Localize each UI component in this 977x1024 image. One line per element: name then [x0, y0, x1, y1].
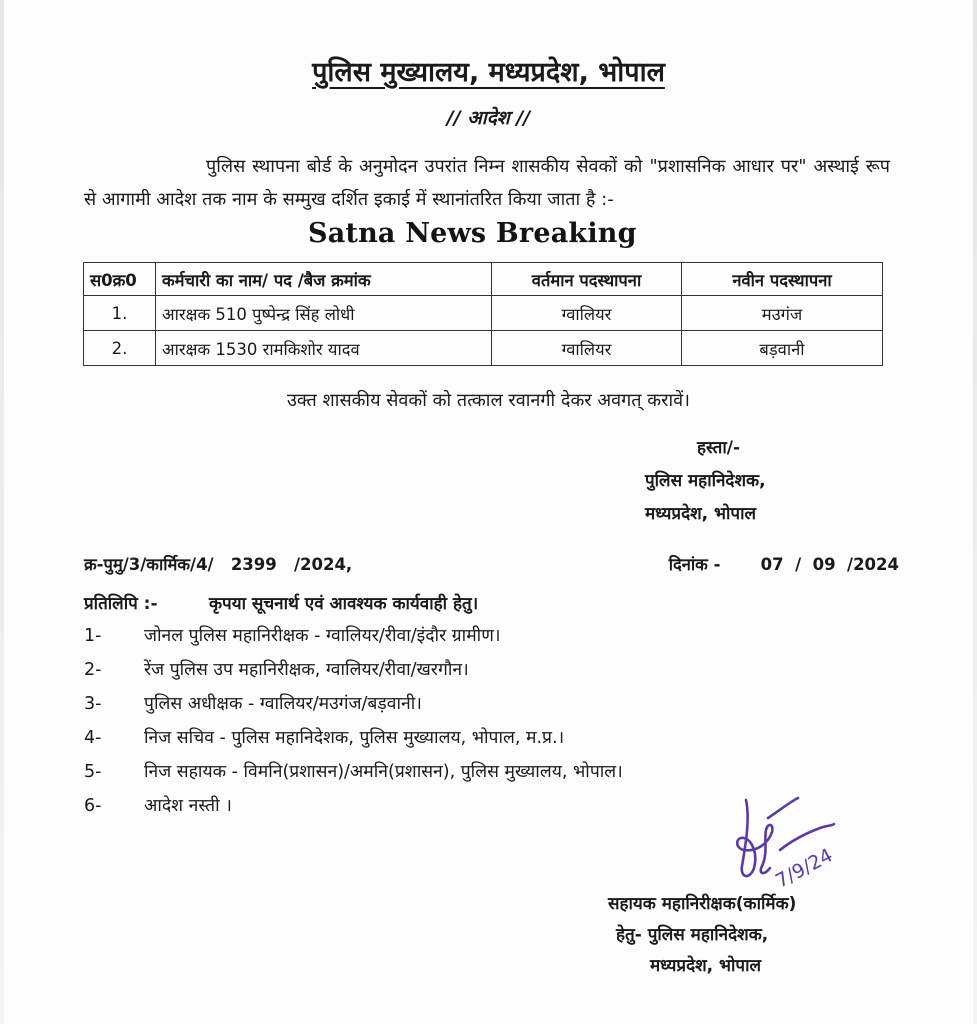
signatory-block-dgp — [645, 432, 766, 531]
list-item-text: निज सहायक - विमनि(प्रशासन)/अमनि(प्रशासन), पुलिस मुख्यालय, भोपाल। — [144, 762, 623, 782]
transfer-table — [83, 262, 883, 366]
handwritten-signature — [728, 788, 858, 898]
signatory-block-aig — [608, 889, 796, 982]
cell-serial: 2. — [84, 331, 156, 366]
list-item-text: जोनल पुलिस महानिरीक्षक - ग्वालियर/रीवा/इंदौर ग्रामीण। — [144, 626, 501, 646]
header-new-posting: नवीन पदस्थापना — [682, 263, 883, 296]
copy-heading — [84, 591, 478, 614]
signatory-on-behalf: हेतु- पुलिस महानिदेशक, — [616, 925, 769, 945]
signatory-designation: सहायक महानिरीक्षक(कार्मिक) — [608, 894, 797, 914]
signatory-location: मध्यप्रदेश, भोपाल — [645, 504, 756, 524]
cell-current-posting: ग्वालियर — [492, 331, 682, 366]
cell-employee: आरक्षक 510 पुष्पेन्द्र सिंह लोधी — [156, 296, 492, 331]
table-row — [84, 331, 883, 366]
order-date: दिनांक - 07 / 09 /2024 — [668, 555, 899, 574]
list-item — [84, 723, 824, 757]
list-item-number: 2- — [84, 660, 102, 680]
cell-employee: आरक्षक 1530 रामकिशोर यादव — [156, 331, 492, 366]
list-item-number: 4- — [84, 728, 102, 748]
table-row — [84, 296, 883, 331]
intro-text: पुलिस स्थापना बोर्ड के अनुमोदन उपरांत निम्न शासकीय सेवकों को "प्रशासनिक आधार पर" अस्थाई रूप से आगामी आदेश तक नाम के सम्मुख दर्शित इकाई में स्थानांतरित किया जाता है :- — [84, 156, 890, 210]
header-current-posting: वर्तमान पदस्थापना — [492, 263, 682, 296]
header-employee: कर्मचारी का नाम/ पद /बैज क्रमांक — [156, 263, 492, 296]
list-item-number: 6- — [84, 796, 102, 816]
signatory-location: मध्यप्रदेश, भोपाल — [650, 956, 761, 976]
list-item-text: आदेश नस्ती । — [144, 796, 232, 816]
cell-serial: 1. — [84, 296, 156, 331]
list-item — [84, 689, 824, 723]
header-serial: स0क्र0 — [84, 263, 156, 296]
page-edge-left — [0, 0, 4, 1024]
table-header-row — [84, 263, 883, 296]
list-item-number: 3- — [84, 694, 102, 714]
list-item-number: 1- — [84, 626, 102, 646]
list-item — [84, 757, 824, 791]
signed-marker: हस्ता/- — [697, 438, 740, 458]
list-item-number: 5- — [84, 762, 102, 782]
list-item-text: पुलिस अधीक्षक - ग्वालियर/मउगंज/बड़वानी। — [144, 694, 422, 714]
order-heading: // आदेश // — [446, 107, 531, 129]
list-item-text: निज सचिव - पुलिस महानिदेशक, पुलिस मुख्यालय, भोपाल, म.प्र.। — [144, 728, 565, 748]
page-edge-right — [973, 0, 977, 1024]
copy-purpose: कृपया सूचनार्थ एवं आवश्यक कार्यवाही हेतु। — [209, 594, 479, 614]
instruction-text: उक्त शासकीय सेवकों को तत्काल रवानगी देकर अवगत् करावें। — [287, 390, 690, 411]
reference-number: क्र-पुमु/3/कार्मिक/4/ 2399 /2024, — [84, 555, 353, 574]
handwritten-date: 7/9/24 — [772, 844, 837, 893]
list-item-text: रेंज पुलिस उप महानिरीक्षक, ग्वालियर/रीवा/खरगौन। — [144, 660, 469, 680]
cell-new-posting: बड़वानी — [682, 331, 883, 366]
reference-line — [84, 552, 899, 575]
cell-new-posting: मउगंज — [682, 296, 883, 331]
document-title: पुलिस मुख्यालय, मध्यप्रदेश, भोपाल — [312, 57, 665, 88]
list-item — [84, 655, 824, 689]
list-item — [84, 621, 824, 655]
copy-list — [84, 621, 824, 825]
signatory-designation: पुलिस महानिदेशक, — [645, 471, 766, 491]
list-item — [84, 791, 824, 825]
cell-current-posting: ग्वालियर — [492, 296, 682, 331]
copy-label: प्रतिलिपि :- — [84, 594, 158, 614]
intro-paragraph — [84, 150, 890, 216]
watermark-text: Satna News Breaking — [308, 218, 637, 249]
